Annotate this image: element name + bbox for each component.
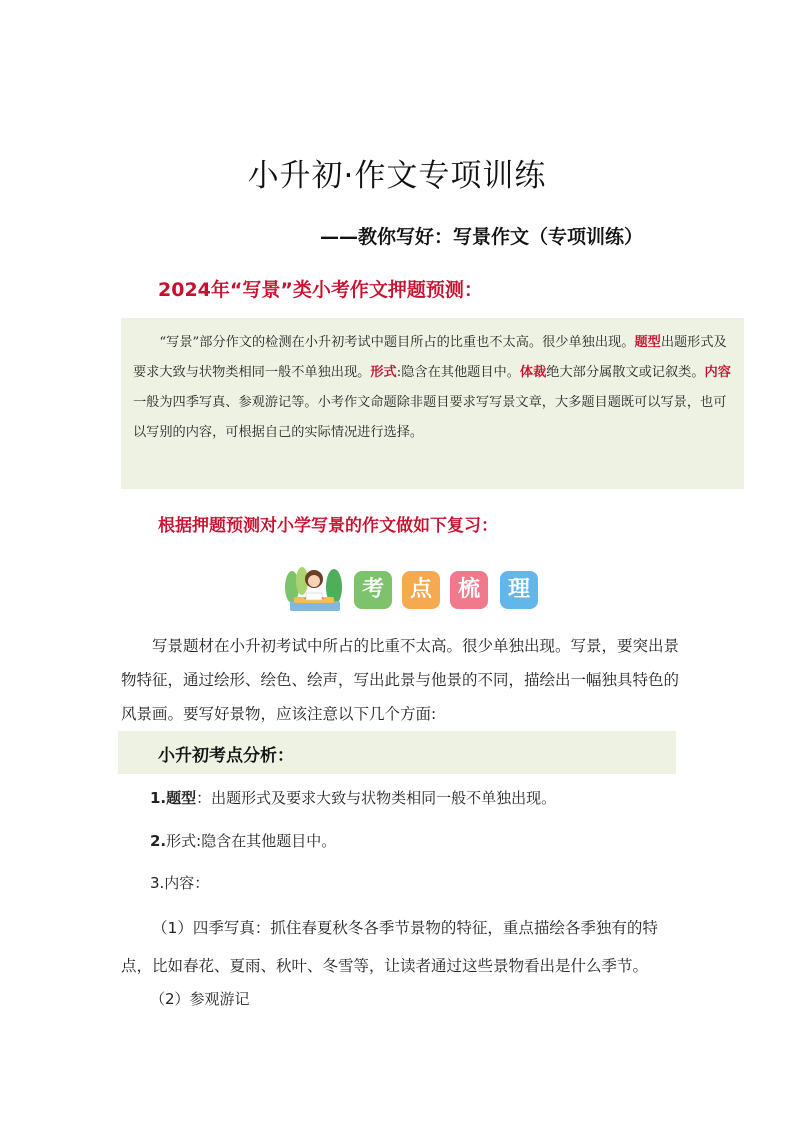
analysis-item-type <box>150 787 556 808</box>
page-title: 小升初·作文专项训练 <box>247 158 547 194</box>
body-paragraph <box>121 629 681 731</box>
text-genre: 绝大部分属散文或记叙类。 <box>546 365 705 380</box>
label-genre: 体裁 <box>519 365 547 380</box>
label-form: 形式 <box>370 365 397 380</box>
item2-label: 2. <box>150 832 167 850</box>
page-subtitle: ——教你写好：写景作文（专项训练） <box>320 226 644 248</box>
banner-char-dian: 点 <box>402 571 440 609</box>
analysis-item-form <box>150 830 336 851</box>
prediction-heading: 2024年“写景”类小考作文押题预测： <box>158 279 483 301</box>
intro-paragraph <box>133 328 732 448</box>
intro-box <box>121 318 744 489</box>
text-content: 一般为四季写真、参观游记等。小考作文命题除非题目要求写写景文章，大多题目题既可以写景，也可以写别的内容，可根据自己的实际情况进行选择。 <box>133 395 727 440</box>
reading-girl-illustration <box>282 565 348 613</box>
review-heading: 根据押题预测对小学写景的作文做如下复习： <box>158 516 498 536</box>
season-paragraph <box>121 909 681 985</box>
item1-text: ：出题形式及要求大致与状物类相同一般不单独出现。 <box>196 789 557 807</box>
kaodian-banner <box>282 565 547 613</box>
analysis-heading: 小升初考点分析： <box>158 746 294 766</box>
item3-label: 3.内容： <box>150 874 210 892</box>
body-text: 写景题材在小升初考试中所占的比重不太高。很少单独出现。写景，要突出景物特征，通过绘形、绘色、绘声，写出此景与他景的不同，描绘出一幅独具特色的风景画。要写好景物，应该注意以下几个方面: <box>121 637 680 723</box>
banner-char-kao: 考 <box>354 571 392 609</box>
season-text: （1）四季写真：抓住春夏秋冬各季节景物的特征，重点描绘各季独有的特点，比如春花、夏雨、秋叶、冬雪等，让读者通过这些景物看出是什么季节。 <box>121 919 658 975</box>
label-type: 题型 <box>634 335 661 350</box>
analysis-item-content <box>150 872 209 893</box>
label-content: 内容 <box>704 365 731 380</box>
analysis-heading-bar <box>118 731 676 774</box>
tour-item: （2）参观游记 <box>150 990 250 1008</box>
banner-char-li: 理 <box>500 571 538 609</box>
intro-lead: “写景”部分作文的检测在小升初考试中题目所占的比重也不太高。很少单独出现。 <box>159 335 635 350</box>
text-form: :隐含在其他题目中。 <box>396 365 520 380</box>
item1-label: 1.题型 <box>150 789 197 807</box>
item2-text: :隐含在其他题目中。 <box>196 832 337 850</box>
banner-char-shu: 梳 <box>450 571 488 609</box>
text-type: 出题形式及要求大致与状物类相同一般不单独出现。 <box>133 335 727 380</box>
item2-bold: 形式 <box>166 832 197 850</box>
